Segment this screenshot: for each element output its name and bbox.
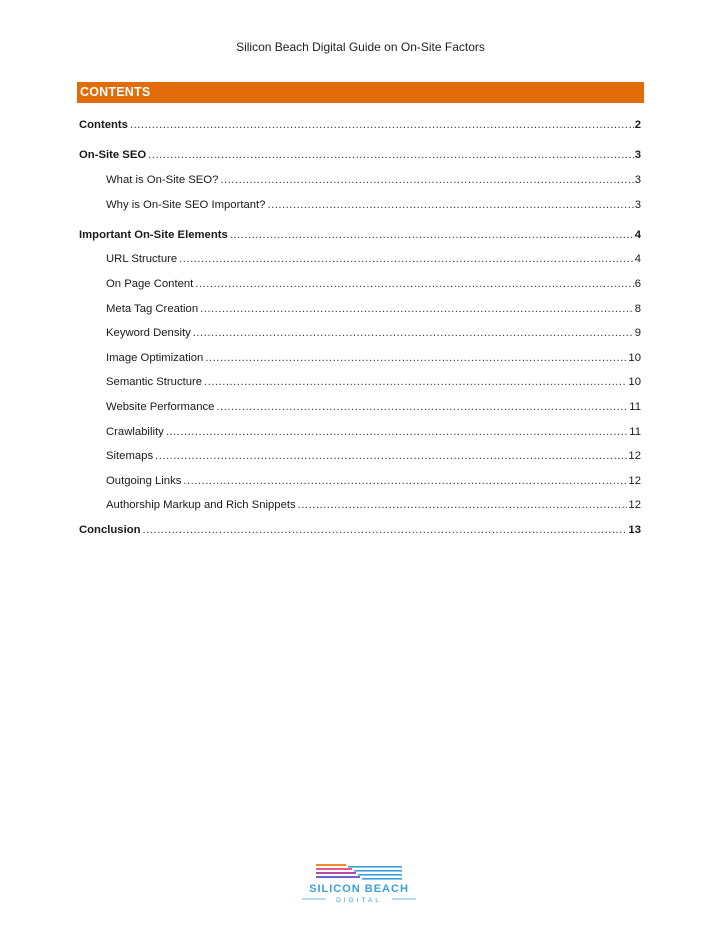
toc-leader-dots bbox=[216, 400, 628, 414]
toc-entry-page: 12 bbox=[628, 475, 641, 487]
toc-entry-label: Image Optimization bbox=[106, 352, 204, 364]
toc-entry[interactable] bbox=[106, 398, 641, 414]
toc-entry-page: 11 bbox=[629, 401, 641, 413]
toc-entry[interactable] bbox=[106, 300, 641, 316]
toc-entry[interactable] bbox=[106, 275, 641, 291]
toc-leader-dots bbox=[220, 173, 633, 187]
toc-entry-label: What is On-Site SEO? bbox=[106, 174, 219, 186]
document-header: Silicon Beach Digital Guide on On-Site Factors bbox=[236, 40, 485, 54]
toc-leader-dots bbox=[193, 326, 634, 340]
logo-subtitle: DIGITAL bbox=[336, 897, 382, 904]
toc-leader-dots bbox=[148, 148, 634, 162]
toc-entry-page: 6 bbox=[634, 278, 641, 290]
silicon-beach-logo bbox=[296, 862, 422, 906]
toc-entry-page: 11 bbox=[629, 426, 641, 438]
toc-leader-dots bbox=[179, 252, 634, 266]
toc-entry[interactable] bbox=[106, 447, 641, 463]
toc-entry-label: Semantic Structure bbox=[106, 376, 203, 388]
toc-entry-page: 12 bbox=[628, 499, 641, 511]
toc-entry-page: 10 bbox=[628, 352, 641, 364]
toc-entry-label: URL Structure bbox=[106, 253, 178, 265]
toc-leader-dots bbox=[204, 375, 627, 389]
toc-entry-label: Why is On-Site SEO Important? bbox=[106, 199, 266, 211]
toc-entry-page: 3 bbox=[634, 199, 641, 211]
toc-leader-dots bbox=[205, 351, 627, 365]
contents-heading: CONTENTS bbox=[80, 85, 151, 99]
toc-leader-dots bbox=[200, 302, 634, 316]
toc-leader-dots bbox=[166, 425, 629, 439]
toc-entry-label: Meta Tag Creation bbox=[106, 303, 199, 315]
toc-entry[interactable] bbox=[106, 171, 641, 187]
toc-leader-dots bbox=[195, 277, 633, 291]
toc-leader-dots bbox=[230, 228, 634, 242]
toc-entry[interactable] bbox=[106, 349, 641, 365]
toc-leader-dots bbox=[267, 198, 633, 212]
toc-leader-dots bbox=[130, 118, 634, 132]
toc-entry[interactable] bbox=[106, 196, 641, 212]
toc-entry-label: Sitemaps bbox=[106, 450, 154, 462]
toc-entry[interactable] bbox=[106, 250, 641, 266]
toc-entry-label: On-Site SEO bbox=[79, 149, 147, 161]
toc-entry-label: Outgoing Links bbox=[106, 475, 182, 487]
toc-entry-page: 13 bbox=[628, 524, 641, 536]
toc-leader-dots bbox=[155, 449, 627, 463]
toc-entry-label: Crawlability bbox=[106, 426, 164, 438]
toc-entry-page: 9 bbox=[634, 327, 641, 339]
toc-leader-dots bbox=[183, 474, 627, 488]
toc-entry[interactable] bbox=[79, 226, 641, 242]
toc-entry[interactable] bbox=[106, 324, 641, 340]
toc-entry[interactable] bbox=[79, 521, 641, 537]
toc-entry-page: 2 bbox=[634, 119, 641, 131]
toc-entry-page: 10 bbox=[628, 376, 641, 388]
toc-leader-dots bbox=[143, 523, 628, 537]
toc-entry-label: Keyword Density bbox=[106, 327, 191, 339]
toc-leader-dots bbox=[298, 498, 628, 512]
toc-entry-page: 12 bbox=[628, 450, 641, 462]
toc-entry-page: 4 bbox=[634, 253, 641, 265]
toc-entry-page: 3 bbox=[634, 149, 641, 161]
toc-entry-page: 4 bbox=[634, 229, 641, 241]
toc-entry-label: On Page Content bbox=[106, 278, 194, 290]
toc-entry-label: Authorship Markup and Rich Snippets bbox=[106, 499, 296, 511]
logo-wordmark: SILICON BEACH bbox=[309, 883, 409, 895]
toc-entry-label: Contents bbox=[79, 119, 128, 131]
toc-entry[interactable] bbox=[79, 116, 641, 132]
toc-entry-label: Website Performance bbox=[106, 401, 215, 413]
toc-entry[interactable] bbox=[79, 146, 641, 162]
toc-entry[interactable] bbox=[106, 472, 641, 488]
toc-entry[interactable] bbox=[106, 423, 641, 439]
logo-stripes-icon bbox=[316, 864, 402, 880]
toc-entry[interactable] bbox=[106, 373, 641, 389]
toc-entry-label: Conclusion bbox=[79, 524, 141, 536]
toc-entry[interactable] bbox=[106, 496, 641, 512]
toc-entry-page: 3 bbox=[634, 174, 641, 186]
toc-entry-page: 8 bbox=[634, 303, 641, 315]
toc-entry-label: Important On-Site Elements bbox=[79, 229, 228, 241]
